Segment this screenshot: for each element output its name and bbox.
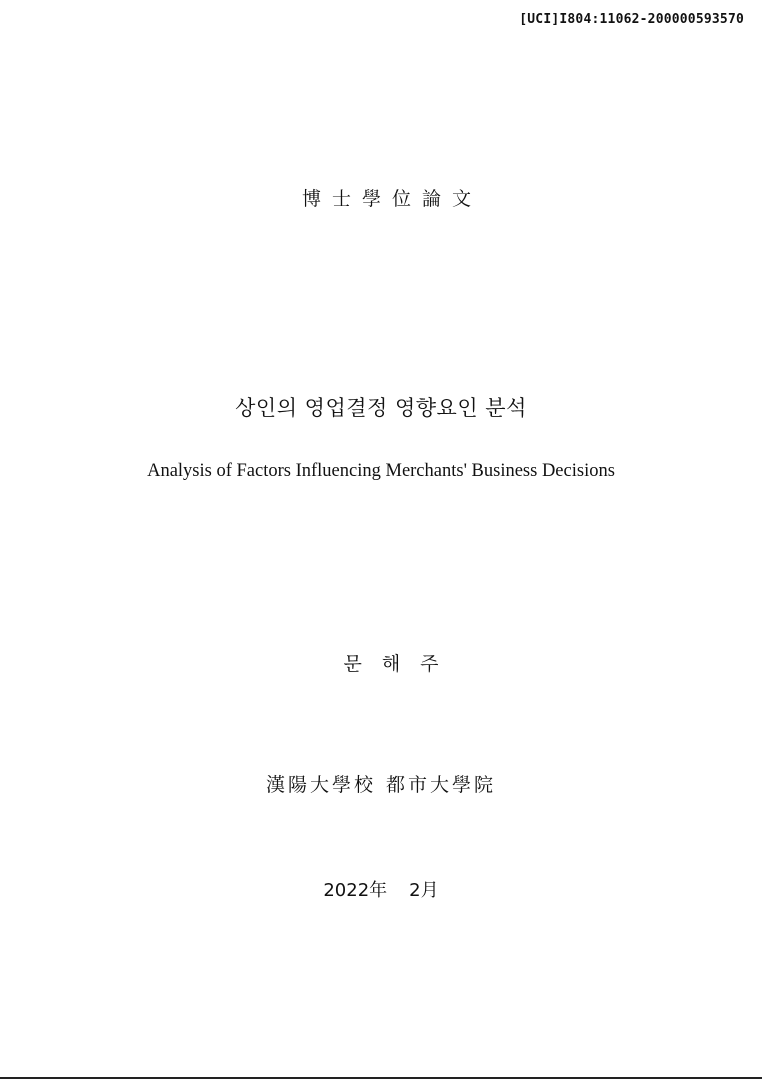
thesis-title-korean: 상인의 영업결정 영향요인 분석 (235, 396, 527, 420)
submission-date (0, 876, 762, 902)
submission-year: 2022年 (323, 880, 388, 901)
graduate-school-name: 都市大學院 (386, 774, 497, 796)
university-name: 漢陽大學校 (265, 774, 376, 796)
uci-identifier: [UCI]I804:11062-200000593570 (519, 12, 744, 27)
degree-heading: 博士學位論文 (301, 188, 482, 210)
bottom-rule (0, 1077, 762, 1079)
submission-month: 2月 (409, 880, 439, 901)
institution (0, 770, 762, 797)
author-name: 문해주 (343, 653, 459, 675)
thesis-title-english: Analysis of Factors Influencing Merchants' Business Decisions (147, 461, 615, 481)
